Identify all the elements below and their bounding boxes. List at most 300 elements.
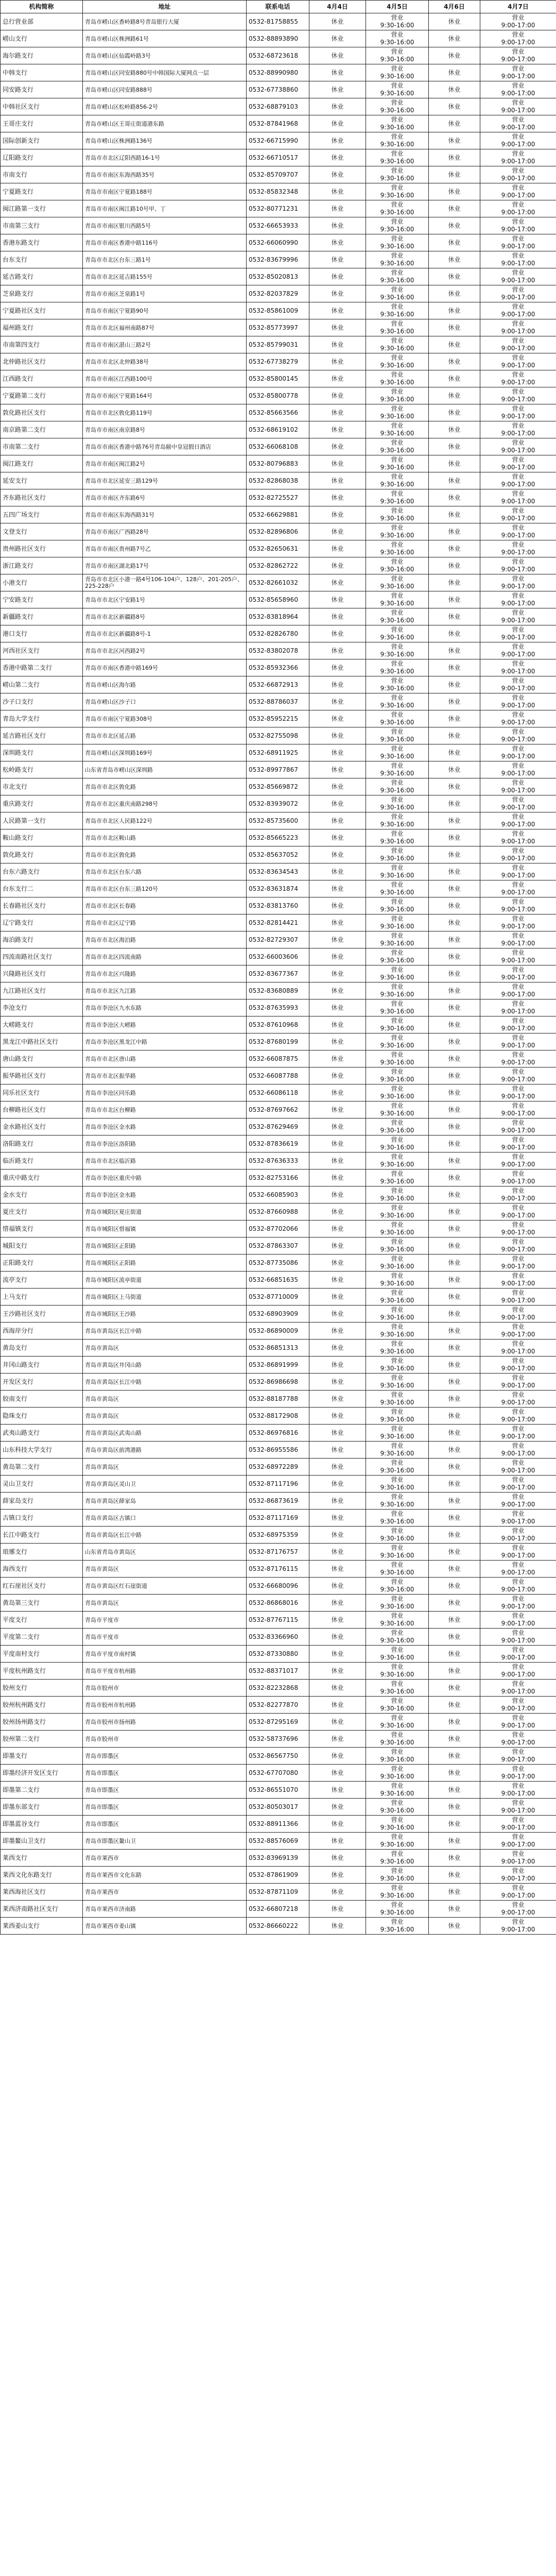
address-cell: 青岛市市南区香港中路116号 (83, 234, 247, 251)
branch-name-cell: 人民路第一支行 (1, 812, 83, 829)
apr5-hours-cell: 营业 9:30-16:00 (366, 1425, 429, 1442)
branch-name-cell: 流亭支行 (1, 1272, 83, 1289)
table-row (1, 98, 556, 115)
phone-cell: 0532-86976816 (247, 1425, 309, 1442)
branch-name-cell: 莱西姜山支行 (1, 1918, 83, 1935)
branch-name-cell: 市北支行 (1, 778, 83, 795)
phone-cell: 0532-82896806 (247, 523, 309, 540)
apr6-status-cell: 休业 (429, 166, 480, 183)
apr5-hours-cell: 营业 9:30-16:00 (366, 931, 429, 948)
apr6-status-cell: 休业 (429, 1527, 480, 1544)
table-row (1, 132, 556, 149)
apr6-status-cell: 休业 (429, 1272, 480, 1289)
branch-name-cell: 闽江路第一支行 (1, 200, 83, 217)
apr4-status-cell: 休业 (309, 795, 366, 812)
apr5-hours-cell: 营业 9:30-16:00 (366, 999, 429, 1016)
branch-name-cell: 长江中路支行 (1, 1527, 83, 1544)
address-cell: 青岛市市北区小港一路4号106-104户、128户、201-205户、225-228户 (83, 574, 247, 591)
apr7-hours-cell: 营业 9:00-17:00 (480, 812, 556, 829)
apr7-hours-cell: 营业 9:00-17:00 (480, 1612, 556, 1629)
table-row (1, 1136, 556, 1153)
phone-cell: 0532-87836619 (247, 1136, 309, 1153)
address-cell: 青岛市即墨区 (83, 1765, 247, 1782)
branch-name-cell: 北仲路社区支行 (1, 353, 83, 370)
phone-cell: 0532-85800145 (247, 370, 309, 387)
apr6-status-cell: 休业 (429, 64, 480, 81)
table-row (1, 1204, 556, 1221)
apr6-status-cell: 休业 (429, 1238, 480, 1255)
address-cell: 青岛市市北区九江路 (83, 982, 247, 999)
address-cell: 青岛市市北区延吉路 (83, 727, 247, 744)
apr7-hours-cell: 营业 9:00-17:00 (480, 319, 556, 336)
apr4-status-cell: 休业 (309, 1340, 366, 1357)
apr5-hours-cell: 营业 9:30-16:00 (366, 846, 429, 863)
phone-cell: 0532-83813760 (247, 897, 309, 914)
apr7-hours-cell: 营业 9:00-17:00 (480, 1425, 556, 1442)
branch-name-cell: 即墨鳌山卫支行 (1, 1833, 83, 1850)
branch-name-cell: 芝泉路支行 (1, 285, 83, 302)
apr6-status-cell: 休业 (429, 1459, 480, 1476)
table-row (1, 1476, 556, 1493)
phone-cell: 0532-87610968 (247, 1016, 309, 1033)
branch-name-cell: 市南第二支行 (1, 438, 83, 455)
phone-cell: 0532-67738279 (247, 353, 309, 370)
branch-name-cell: 西海岸分行 (1, 1323, 83, 1340)
phone-cell: 0532-86851313 (247, 1340, 309, 1357)
branch-name-cell: 延吉路支行 (1, 268, 83, 285)
apr4-status-cell: 休业 (309, 1408, 366, 1425)
apr6-status-cell: 休业 (429, 812, 480, 829)
apr6-status-cell: 休业 (429, 251, 480, 268)
branch-name-cell: 薛家岛支行 (1, 1493, 83, 1510)
apr4-status-cell: 休业 (309, 659, 366, 676)
apr7-hours-cell: 营业 9:00-17:00 (480, 1374, 556, 1391)
phone-cell: 0532-82868038 (247, 472, 309, 489)
address-cell: 青岛市市南区东海西路31号 (83, 506, 247, 523)
branch-name-cell: 胶州第二支行 (1, 1731, 83, 1748)
apr6-status-cell: 休业 (429, 13, 480, 30)
address-cell: 青岛市市南区湛山三路2号 (83, 336, 247, 353)
apr6-status-cell: 休业 (429, 1901, 480, 1918)
phone-cell: 0532-85799031 (247, 336, 309, 353)
phone-cell: 0532-87636333 (247, 1153, 309, 1170)
apr5-hours-cell: 营业 9:30-16:00 (366, 1833, 429, 1850)
apr5-hours-cell: 营业 9:30-16:00 (366, 132, 429, 149)
table-row (1, 421, 556, 438)
apr6-status-cell: 休业 (429, 1731, 480, 1748)
apr4-status-cell: 休业 (309, 1816, 366, 1833)
apr6-status-cell: 休业 (429, 506, 480, 523)
apr6-status-cell: 休业 (429, 829, 480, 846)
branch-name-cell: 松岭路支行 (1, 761, 83, 778)
header-branch-name: 机构简称 (1, 1, 83, 13)
apr5-hours-cell: 营业 9:30-16:00 (366, 1901, 429, 1918)
table-row (1, 1561, 556, 1578)
apr6-status-cell: 休业 (429, 982, 480, 999)
branch-name-cell: 沙子口支行 (1, 693, 83, 710)
apr4-status-cell: 休业 (309, 1374, 366, 1391)
apr7-hours-cell: 营业 9:00-17:00 (480, 1731, 556, 1748)
table-row (1, 302, 556, 319)
apr6-status-cell: 休业 (429, 1323, 480, 1340)
apr4-status-cell: 休业 (309, 472, 366, 489)
apr6-status-cell: 休业 (429, 438, 480, 455)
apr6-status-cell: 休业 (429, 30, 480, 47)
branch-name-cell: 中韩社区支行 (1, 98, 83, 115)
table-row (1, 506, 556, 523)
branch-name-cell: 浙江路支行 (1, 557, 83, 574)
address-cell: 青岛市即墨区 (83, 1748, 247, 1765)
address-cell: 青岛市崂山区株洲路61号 (83, 30, 247, 47)
table-row (1, 489, 556, 506)
branch-name-cell: 唐山路支行 (1, 1050, 83, 1067)
apr6-status-cell: 休业 (429, 1391, 480, 1408)
apr5-hours-cell: 营业 9:30-16:00 (366, 404, 429, 421)
branch-name-cell: 总行营业部 (1, 13, 83, 30)
apr6-status-cell: 休业 (429, 1782, 480, 1799)
apr7-hours-cell: 营业 9:00-17:00 (480, 64, 556, 81)
branch-name-cell: 台东六路支行 (1, 863, 83, 880)
apr5-hours-cell: 营业 9:30-16:00 (366, 591, 429, 608)
table-row (1, 914, 556, 931)
apr4-status-cell: 休业 (309, 1101, 366, 1118)
apr5-hours-cell: 营业 9:30-16:00 (366, 608, 429, 625)
phone-cell: 0532-81758855 (247, 13, 309, 30)
apr7-hours-cell: 营业 9:00-17:00 (480, 1850, 556, 1867)
branch-name-cell: 敦化路社区支行 (1, 404, 83, 421)
branch-name-cell: 南京路第二支行 (1, 421, 83, 438)
apr5-hours-cell: 营业 9:30-16:00 (366, 897, 429, 914)
apr5-hours-cell: 营业 9:30-16:00 (366, 1238, 429, 1255)
apr6-status-cell: 休业 (429, 914, 480, 931)
branch-name-cell: 山东科技大学支行 (1, 1442, 83, 1459)
apr7-hours-cell: 营业 9:00-17:00 (480, 1697, 556, 1714)
phone-cell: 0532-85658960 (247, 591, 309, 608)
table-row (1, 659, 556, 676)
phone-cell: 0532-68975359 (247, 1527, 309, 1544)
table-row (1, 1084, 556, 1101)
apr6-status-cell: 休业 (429, 455, 480, 472)
phone-cell: 0532-83677367 (247, 965, 309, 982)
branch-name-cell: 江西路支行 (1, 370, 83, 387)
address-cell: 青岛市黄岛区长江中路 (83, 1374, 247, 1391)
phone-cell: 0532-86567750 (247, 1748, 309, 1765)
branch-name-cell: 古镇口支行 (1, 1510, 83, 1527)
table-row (1, 761, 556, 778)
branch-name-cell: 河西社区支行 (1, 642, 83, 659)
table-row (1, 540, 556, 557)
apr4-status-cell: 休业 (309, 1561, 366, 1578)
apr5-hours-cell: 营业 9:30-16:00 (366, 47, 429, 64)
apr4-status-cell: 休业 (309, 1067, 366, 1084)
apr7-hours-cell: 营业 9:00-17:00 (480, 1867, 556, 1884)
address-cell: 青岛市市北区延吉路155号 (83, 268, 247, 285)
apr7-hours-cell: 营业 9:00-17:00 (480, 625, 556, 642)
apr5-hours-cell: 营业 9:30-16:00 (366, 1476, 429, 1493)
apr4-status-cell: 休业 (309, 1391, 366, 1408)
apr7-hours-cell: 营业 9:00-17:00 (480, 302, 556, 319)
apr4-status-cell: 休业 (309, 863, 366, 880)
table-row (1, 1884, 556, 1901)
apr4-status-cell: 休业 (309, 1357, 366, 1374)
phone-cell: 0532-83680889 (247, 982, 309, 999)
apr7-hours-cell: 营业 9:00-17:00 (480, 982, 556, 999)
address-cell: 青岛市市南区南京路8号 (83, 421, 247, 438)
apr7-hours-cell: 营业 9:00-17:00 (480, 166, 556, 183)
apr4-status-cell: 休业 (309, 1918, 366, 1935)
branch-name-cell: 市南支行 (1, 166, 83, 183)
apr4-status-cell: 休业 (309, 710, 366, 727)
table-header-row (1, 1, 556, 13)
apr7-hours-cell: 营业 9:00-17:00 (480, 387, 556, 404)
apr7-hours-cell: 营业 9:00-17:00 (480, 438, 556, 455)
apr4-status-cell: 休业 (309, 13, 366, 30)
apr5-hours-cell: 营业 9:30-16:00 (366, 268, 429, 285)
apr6-status-cell: 休业 (429, 1425, 480, 1442)
address-cell: 青岛市黄岛区 (83, 1595, 247, 1612)
apr4-status-cell: 休业 (309, 1204, 366, 1221)
phone-cell: 0532-88990980 (247, 64, 309, 81)
apr4-status-cell: 休业 (309, 948, 366, 965)
address-cell: 青岛市莱西市济南路 (83, 1901, 247, 1918)
apr6-status-cell: 休业 (429, 336, 480, 353)
apr4-status-cell: 休业 (309, 1476, 366, 1493)
address-cell: 青岛市黄岛区武夷山路 (83, 1425, 247, 1442)
table-row (1, 625, 556, 642)
apr6-status-cell: 休业 (429, 1084, 480, 1101)
apr6-status-cell: 休业 (429, 1833, 480, 1850)
header-apr4: 4月4日 (309, 1, 366, 13)
apr5-hours-cell: 营业 9:30-16:00 (366, 166, 429, 183)
apr6-status-cell: 休业 (429, 608, 480, 625)
apr7-hours-cell: 营业 9:00-17:00 (480, 13, 556, 30)
apr6-status-cell: 休业 (429, 1442, 480, 1459)
apr5-hours-cell: 营业 9:30-16:00 (366, 557, 429, 574)
branch-name-cell: 琅琊支行 (1, 1544, 83, 1561)
table-row (1, 727, 556, 744)
branch-name-cell: 鞍山路支行 (1, 829, 83, 846)
apr4-status-cell: 休业 (309, 1765, 366, 1782)
branch-name-cell: 李沧支行 (1, 999, 83, 1016)
apr5-hours-cell: 营业 9:30-16:00 (366, 1850, 429, 1867)
address-cell: 青岛市市北区唐山路 (83, 1050, 247, 1067)
address-cell: 青岛市崂山区同安路880号中韩国际大厦网点一层 (83, 64, 247, 81)
branch-name-cell: 即墨东部支行 (1, 1799, 83, 1816)
apr4-status-cell: 休业 (309, 353, 366, 370)
address-cell: 青岛市城阳区王沙路 (83, 1306, 247, 1323)
phone-cell: 0532-87861909 (247, 1867, 309, 1884)
apr7-hours-cell: 营业 9:00-17:00 (480, 880, 556, 897)
apr7-hours-cell: 营业 9:00-17:00 (480, 353, 556, 370)
address-cell: 青岛市市北区新疆路8号-1 (83, 625, 247, 642)
apr7-hours-cell: 营业 9:00-17:00 (480, 523, 556, 540)
apr6-status-cell: 休业 (429, 540, 480, 557)
apr5-hours-cell: 营业 9:30-16:00 (366, 370, 429, 387)
apr5-hours-cell: 营业 9:30-16:00 (366, 1510, 429, 1527)
apr5-hours-cell: 营业 9:30-16:00 (366, 1561, 429, 1578)
apr6-status-cell: 休业 (429, 1612, 480, 1629)
apr5-hours-cell: 营业 9:30-16:00 (366, 625, 429, 642)
apr4-status-cell: 休业 (309, 1578, 366, 1595)
branch-name-cell: 齐东路社区支行 (1, 489, 83, 506)
address-cell: 青岛市市南区东海西路35号 (83, 166, 247, 183)
table-row (1, 931, 556, 948)
phone-cell: 0532-88786037 (247, 693, 309, 710)
apr7-hours-cell: 营业 9:00-17:00 (480, 404, 556, 421)
apr5-hours-cell: 营业 9:30-16:00 (366, 761, 429, 778)
table-row (1, 1850, 556, 1867)
apr4-status-cell: 休业 (309, 251, 366, 268)
apr5-hours-cell: 营业 9:30-16:00 (366, 982, 429, 999)
phone-cell: 0532-83679996 (247, 251, 309, 268)
apr7-hours-cell: 营业 9:00-17:00 (480, 778, 556, 795)
phone-cell: 0532-66085903 (247, 1187, 309, 1204)
apr7-hours-cell: 营业 9:00-17:00 (480, 30, 556, 47)
phone-cell: 0532-82862722 (247, 557, 309, 574)
phone-cell: 0532-88371017 (247, 1663, 309, 1680)
branch-name-cell: 辽宁路支行 (1, 914, 83, 931)
table-row (1, 1101, 556, 1118)
branch-name-cell: 宁安路支行 (1, 591, 83, 608)
apr7-hours-cell: 营业 9:00-17:00 (480, 608, 556, 625)
apr6-status-cell: 休业 (429, 1918, 480, 1935)
apr5-hours-cell: 营业 9:30-16:00 (366, 1033, 429, 1050)
phone-cell: 0532-87295169 (247, 1714, 309, 1731)
table-row (1, 948, 556, 965)
apr5-hours-cell: 营业 9:30-16:00 (366, 217, 429, 234)
table-row (1, 1374, 556, 1391)
phone-cell: 0532-87635993 (247, 999, 309, 1016)
branch-name-cell: 九江路社区支行 (1, 982, 83, 999)
apr6-status-cell: 休业 (429, 1646, 480, 1663)
table-row (1, 574, 556, 591)
apr4-status-cell: 休业 (309, 1799, 366, 1816)
table-row (1, 523, 556, 540)
phone-cell: 0532-83634543 (247, 863, 309, 880)
table-row (1, 1714, 556, 1731)
phone-cell: 0532-85709707 (247, 166, 309, 183)
apr4-status-cell: 休业 (309, 523, 366, 540)
table-row (1, 846, 556, 863)
branch-name-cell: 惜福镇支行 (1, 1221, 83, 1238)
apr7-hours-cell: 营业 9:00-17:00 (480, 1833, 556, 1850)
address-cell: 青岛市李沧区金水路 (83, 1118, 247, 1136)
branch-name-cell: 黄岛支行 (1, 1340, 83, 1357)
address-cell: 青岛市市北区敦化路 (83, 846, 247, 863)
apr5-hours-cell: 营业 9:30-16:00 (366, 1544, 429, 1561)
apr6-status-cell: 休业 (429, 98, 480, 115)
address-cell: 青岛市市北区台柳路 (83, 1101, 247, 1118)
apr4-status-cell: 休业 (309, 1748, 366, 1765)
apr5-hours-cell: 营业 9:30-16:00 (366, 1680, 429, 1697)
apr6-status-cell: 休业 (429, 1748, 480, 1765)
branch-name-cell: 港口支行 (1, 625, 83, 642)
table-row (1, 1646, 556, 1663)
table-row (1, 251, 556, 268)
phone-cell: 0532-85861009 (247, 302, 309, 319)
table-row (1, 1544, 556, 1561)
table-row (1, 1459, 556, 1476)
address-cell: 青岛市市北区台东三路1号 (83, 251, 247, 268)
phone-cell: 0532-82650631 (247, 540, 309, 557)
table-row (1, 1901, 556, 1918)
address-cell: 青岛市平度市 (83, 1629, 247, 1646)
apr5-hours-cell: 营业 9:30-16:00 (366, 1084, 429, 1101)
table-row (1, 1153, 556, 1170)
address-cell: 青岛市城阳区正阳路 (83, 1255, 247, 1272)
apr6-status-cell: 休业 (429, 846, 480, 863)
apr4-status-cell: 休业 (309, 404, 366, 421)
apr7-hours-cell: 营业 9:00-17:00 (480, 557, 556, 574)
apr7-hours-cell: 营业 9:00-17:00 (480, 914, 556, 931)
apr6-status-cell: 休业 (429, 1050, 480, 1067)
apr6-status-cell: 休业 (429, 880, 480, 897)
table-row (1, 47, 556, 64)
apr4-status-cell: 休业 (309, 1238, 366, 1255)
apr6-status-cell: 休业 (429, 625, 480, 642)
apr4-status-cell: 休业 (309, 81, 366, 98)
phone-cell: 0532-88911366 (247, 1816, 309, 1833)
address-cell: 青岛市莱西市 (83, 1884, 247, 1901)
apr5-hours-cell: 营业 9:30-16:00 (366, 1527, 429, 1544)
table-row (1, 744, 556, 761)
apr7-hours-cell: 营业 9:00-17:00 (480, 710, 556, 727)
address-cell: 青岛市市南区闽江路2号 (83, 455, 247, 472)
phone-cell: 0532-82826780 (247, 625, 309, 642)
apr6-status-cell: 休业 (429, 319, 480, 336)
table-row (1, 999, 556, 1016)
header-phone: 联系电话 (247, 1, 309, 13)
apr6-status-cell: 休业 (429, 132, 480, 149)
apr7-hours-cell: 营业 9:00-17:00 (480, 1101, 556, 1118)
phone-cell: 0532-87117196 (247, 1476, 309, 1493)
apr7-hours-cell: 营业 9:00-17:00 (480, 1765, 556, 1782)
branch-name-cell: 文登支行 (1, 523, 83, 540)
address-cell: 青岛市黄岛区灵山卫 (83, 1476, 247, 1493)
apr6-status-cell: 休业 (429, 489, 480, 506)
phone-cell: 0532-86955586 (247, 1442, 309, 1459)
apr6-status-cell: 休业 (429, 693, 480, 710)
apr4-status-cell: 休业 (309, 1595, 366, 1612)
table-row (1, 1765, 556, 1782)
apr7-hours-cell: 营业 9:00-17:00 (480, 132, 556, 149)
address-cell: 山东省青岛市黄岛区 (83, 1544, 247, 1561)
phone-cell: 0532-86551070 (247, 1782, 309, 1799)
apr7-hours-cell: 营业 9:00-17:00 (480, 1782, 556, 1799)
apr4-status-cell: 休业 (309, 1272, 366, 1289)
apr4-status-cell: 休业 (309, 880, 366, 897)
address-cell: 青岛市黄岛区 (83, 1391, 247, 1408)
address-cell: 青岛市黄岛区长江中路 (83, 1323, 247, 1340)
apr4-status-cell: 休业 (309, 285, 366, 302)
address-cell: 青岛市城阳区流亭街道 (83, 1272, 247, 1289)
table-row (1, 676, 556, 693)
apr7-hours-cell: 营业 9:00-17:00 (480, 370, 556, 387)
apr6-status-cell: 休业 (429, 863, 480, 880)
apr5-hours-cell: 营业 9:30-16:00 (366, 1255, 429, 1272)
apr7-hours-cell: 营业 9:00-17:00 (480, 183, 556, 200)
apr6-status-cell: 休业 (429, 523, 480, 540)
apr6-status-cell: 休业 (429, 1255, 480, 1272)
phone-cell: 0532-82814421 (247, 914, 309, 931)
apr5-hours-cell: 营业 9:30-16:00 (366, 1340, 429, 1357)
branch-name-cell: 重庆路支行 (1, 795, 83, 812)
address-cell: 青岛市市南区宁夏路164号 (83, 387, 247, 404)
apr7-hours-cell: 营业 9:00-17:00 (480, 149, 556, 166)
branch-name-cell: 市南第三支行 (1, 217, 83, 234)
apr7-hours-cell: 营业 9:00-17:00 (480, 642, 556, 659)
apr5-hours-cell: 营业 9:30-16:00 (366, 30, 429, 47)
